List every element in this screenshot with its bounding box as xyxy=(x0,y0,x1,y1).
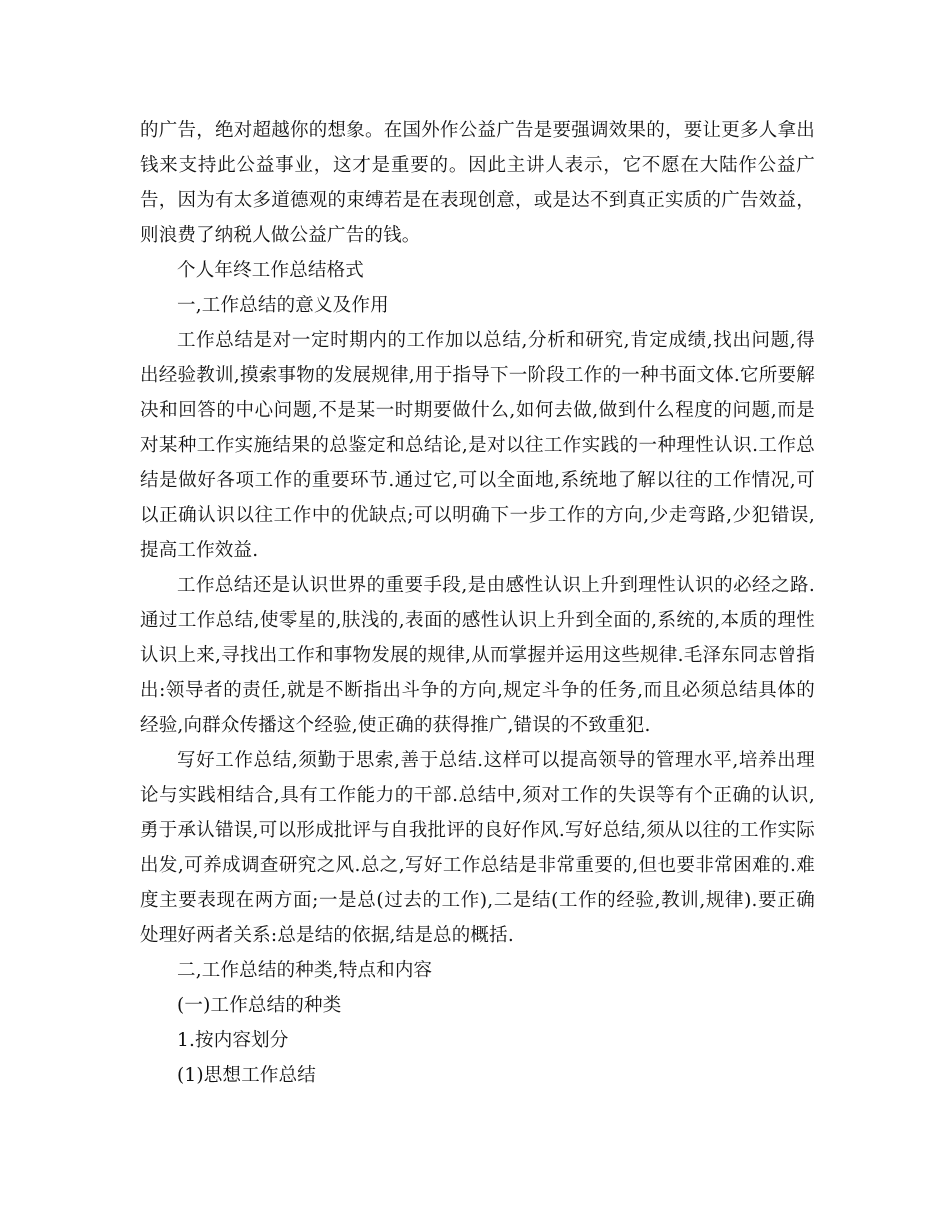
section-heading-1: 一,工作总结的意义及作用 xyxy=(177,295,389,316)
paragraph: 工作总结是对一定时期内的工作加以总结,分析和研究,肯定成绩,找出问题,得出经验教训,摸索事物的发展规律,用于指导下一阶段工作的一种书面文体.它所要解决和回答的中心问题,不是某一时期要做什么,如何去做,做到什么程度的问题,而是对某种工作实施结果的总鉴定和总结论,是对以往工作实践的一种理性认识.工作总结是做好各项工作的重要环节.通过它,可以全面地,系统地了解以往的工作情况,可以正确认识以往工作中的优缺点;可以明确下一步工作的方向,少走弯路,少犯错误,提高工作效益. xyxy=(140,330,815,561)
paragraph: 工作总结还是认识世界的重要手段,是由感性认识上升到理性认识的必经之路.通过工作总结,使零星的,肤浅的,表面的感性认识上升到全面的,系统的,本质的理性认识上来,寻找出工作和事物发展的规律,从而掌握并运用这些规律.毛泽东同志曾指出:领导者的责任,就是不断指出斗争的方向,规定斗争的任务,而且必须总结具体的经验,向群众传播这个经验,使正确的获得推广,错误的不致重犯. xyxy=(140,575,815,736)
section-heading-2: 二,工作总结的种类,特点和内容 xyxy=(177,960,433,981)
list-heading: 1.按内容划分 xyxy=(177,1030,289,1051)
paragraph: 写好工作总结,须勤于思索,善于总结.这样可以提高领导的管理水平,培养出理论与实践相结合,具有工作能力的干部.总结中,须对工作的失误等有个正确的认识,勇于承认错误,可以形成批评与自我批评的良好作风.写好总结,须从以往的工作实际出发,可养成调查研究之风.总之,写好工作总结是非常重要的,但也要非常困难的.难度主要表现在两方面;一是总(过去的工作),二是结(工作的经验,教训,规律).要正确处理好两者关系:总是结的依据,结是总的概括. xyxy=(140,750,815,946)
document-body xyxy=(140,113,815,1093)
list-item: (1)思想工作总结 xyxy=(177,1065,317,1086)
document-title: 个人年终工作总结格式 xyxy=(177,260,365,281)
subsection-heading: (一)工作总结的种类 xyxy=(177,995,342,1016)
paragraph-continuation: 的广告，绝对超越你的想象。在国外作公益广告是要强调效果的，要让更多人拿出钱来支持此公益事业，这才是重要的。因此主讲人表示，它不愿在大陆作公益广告，因为有太多道德观的束缚若是在表现创意，或是达不到真正实质的广告效益，则浪费了纳税人做公益广告的钱。 xyxy=(140,120,815,246)
